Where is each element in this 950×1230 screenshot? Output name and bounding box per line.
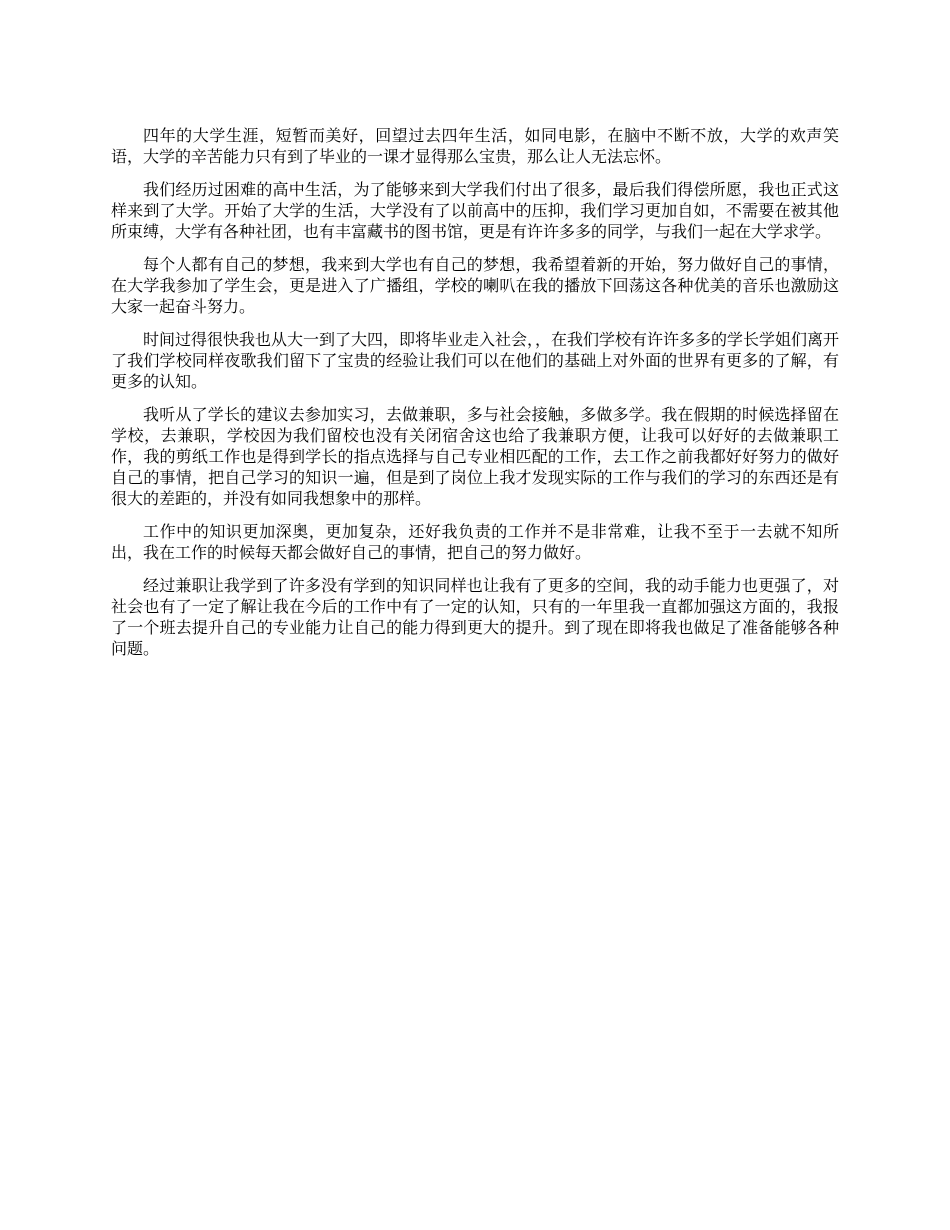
- paragraph-3: 每个人都有自己的梦想，我来到大学也有自己的梦想，我希望着新的开始，努力做好自己的事情，在大学我参加了学生会，更是进入了广播组，学校的喇叭在我的播放下回荡这各种优美的音乐也激励这大家一起奋斗努力。: [111, 255, 839, 316]
- paragraph-1: 四年的大学生涯，短暂而美好，回望过去四年生活，如同电影，在脑中不断不放，大学的欢声笑语，大学的辛苦能力只有到了毕业的一课才显得那么宝贵，那么让人无法忘怀。: [111, 126, 839, 166]
- document-body: [111, 125, 839, 671]
- paragraph-4: 时间过得很快我也从大一到了大四，即将毕业走入社会，，在我们学校有许许多多的学长学姐们离开了我们学校同样夜歌我们留下了宝贵的经验让我们可以在他们的基础上对外面的世界有更多的了解，有更多的认知。: [111, 330, 840, 391]
- paragraph-6: 工作中的知识更加深奥，更加复杂，还好我负责的工作并不是非常难，让我不至于一去就不知所出，我在工作的时候每天都会做好自己的事情，把自己的努力做好。: [111, 522, 839, 562]
- paragraph-5: 我听从了学长的建议去参加实习，去做兼职，多与社会接触，多做多学。我在假期的时候选择留在学校，去兼职，学校因为我们留校也没有关闭宿舍这也给了我兼职方便，让我可以好好的去做兼职工作，我的剪纸工作也是得到学长的指点选择与自己专业相匹配的工作，去工作之前我都好好努力的做好自己的事情，把自己学习的知识一遍，但是到了岗位上我才发现实际的工作与我们的学习的东西还是有很大的差距的，并没有如同我想象中的那样。: [111, 405, 839, 508]
- paragraph-2: 我们经历过困难的高中生活，为了能够来到大学我们付出了很多，最后我们得偿所愿，我也正式这样来到了大学。开始了大学的生活，大学没有了以前高中的压抑，我们学习更加自如，不需要在被其他所束缚，大学有各种社团，也有丰富藏书的图书馆，更是有许许多多的同学，与我们一起在大学求学。: [111, 180, 839, 241]
- paragraph-7: 经过兼职让我学到了许多没有学到的知识同样也让我有了更多的空间，我的动手能力也更强了，对社会也有了一定了解让我在今后的工作中有了一定的认知，只有的一年里我一直都加强这方面的，我报了一个班去提升自己的专业能力让自己的能力得到更大的提升。到了现在即将我也做足了准备能够各种问题。: [111, 576, 839, 658]
